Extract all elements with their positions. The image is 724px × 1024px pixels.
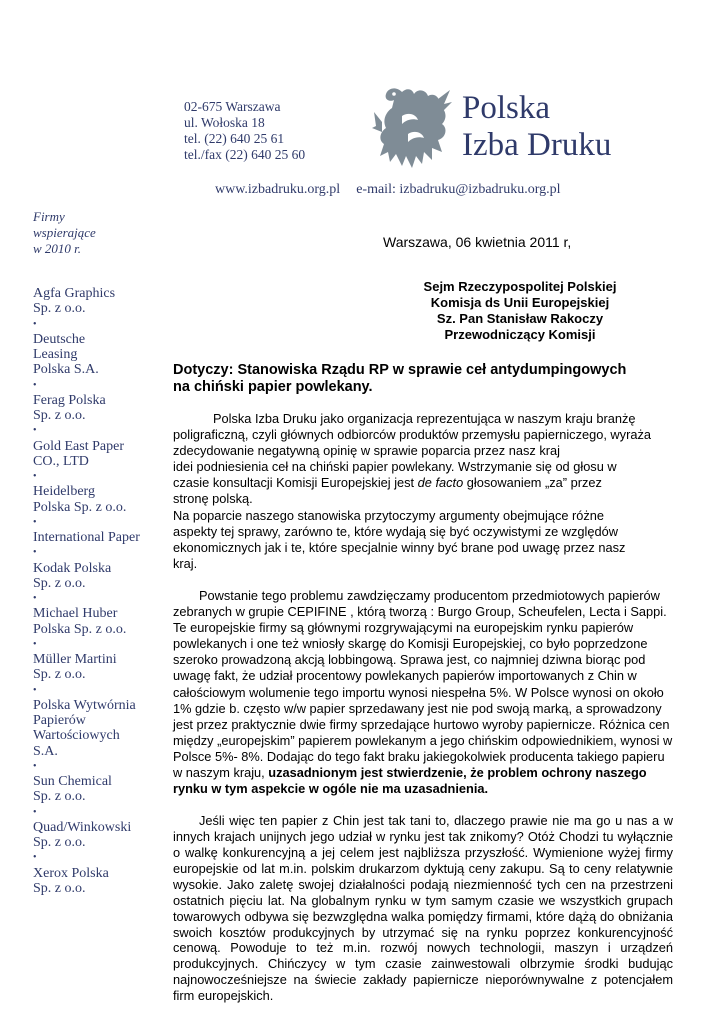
sponsor-deutsche-leasing — [33, 332, 151, 378]
subject-line: Dotyczy: Stanowiska Rządu RP w sprawie ceł antydumpingowych — [173, 362, 627, 378]
sponsor-kodak — [33, 561, 151, 592]
sponsor-line: International Paper — [33, 530, 140, 545]
address-phone: tel. (22) 640 25 61 — [184, 131, 285, 146]
sponsor-quad-winkowski — [33, 820, 151, 851]
sponsor-line: Sp. z o.o. — [33, 835, 86, 850]
sponsor-international-paper — [33, 530, 151, 545]
sponsor-bullet: • — [33, 852, 37, 864]
sponsor-line: Wartościowych — [33, 728, 120, 744]
text-run: idei podniesienia ceł na chiński papier powlekany. Wstrzymanie się od głosu w czasie konsultacji Komisji Europejskiej jest — [173, 459, 617, 491]
sponsor-bullet: • — [33, 425, 37, 437]
recipient-block — [400, 279, 640, 343]
recipient-line: Sejm Rzeczypospolitej Polskiej — [423, 279, 617, 294]
sponsor-ferag — [33, 393, 151, 424]
italic-run: de facto — [417, 475, 464, 491]
sponsor-bullet: • — [33, 593, 37, 604]
sponsor-bullet: • — [33, 318, 37, 330]
sponsor-line: Polska Sp. z o.o. — [33, 621, 127, 637]
contact-line — [215, 182, 561, 198]
sponsor-gold-east-paper — [33, 439, 151, 470]
sponsor-xerox — [33, 866, 151, 897]
paragraph-arguments-intro: Na poparcie naszego stanowiska przytoczymy argumenty obejmujące różne aspekty tej sprawy, zarówno te, które wydają się być oczywistymi ze względów ekonomicznych jak i te, które specjalnie winny być brane pod uwagę przez nasz kraj. — [173, 507, 626, 571]
sponsor-line: Papierów — [33, 713, 86, 728]
sponsor-line: Leasing — [33, 347, 78, 362]
sponsor-line: Sp. z o.o. — [33, 575, 86, 591]
sponsor-michael-huber — [33, 606, 151, 637]
paragraph-cepifine — [173, 588, 673, 797]
sponsor-bullet: • — [33, 516, 37, 528]
sponsor-line: Kodak Polska — [33, 560, 112, 576]
bold-run: uzasadnionym jest stwierdzenie, że problem ochrony naszego rynku w tym aspekcie w ogóle nie ma uzasadnienia. — [173, 764, 647, 797]
subject-line: na chiński papier powlekany. — [173, 378, 373, 395]
letterhead-address — [184, 99, 354, 163]
address-street: ul. Wołoska 18 — [184, 115, 265, 130]
sidebar-heading — [33, 209, 151, 257]
text-run: głosowaniem „za” przez stronę polską. — [173, 475, 602, 507]
sponsor-line: Sp. z o.o. — [33, 408, 86, 423]
sponsor-agfa — [33, 286, 151, 317]
sponsor-bullet: • — [33, 547, 37, 559]
sponsor-line: CO., LTD — [33, 453, 89, 469]
letter-subject — [173, 362, 673, 395]
sponsor-line: Ferag Polska — [33, 392, 106, 408]
sponsor-line: Quad/Winkowski — [33, 819, 132, 835]
sponsor-line: Sp. z o.o. — [33, 880, 86, 896]
sidebar-heading-line: w 2010 r. — [33, 241, 82, 256]
sponsor-bullet: • — [33, 806, 37, 818]
sponsor-line: Deutsche — [33, 331, 86, 347]
sponsor-line: Sun Chemical — [33, 774, 112, 789]
recipient-line: Sz. Pan Stanisław Rakoczy — [436, 311, 604, 326]
sponsor-line: Müller Martini — [33, 652, 117, 667]
recipient-line: Przewodniczący Komisji — [444, 327, 596, 342]
sponsor-line: Sp. z o.o. — [33, 301, 86, 317]
griffin-emblem-icon — [372, 82, 454, 174]
brand-line-1: Polska — [462, 90, 551, 126]
paragraph-position: Polska Izba Druku jako organizacja reprezentująca w naszym kraju branżę poligraficzną, czyli głównych odbiorców produktów przemysłu papierniczego, wyraża zdecydowanie negatywną opinię w sprawie poparcia przez nasz kraj — [173, 411, 651, 459]
sponsor-muller-martini — [33, 652, 151, 683]
sponsor-line: Sp. z o.o. — [33, 667, 86, 683]
sponsor-bullet: • — [33, 379, 37, 391]
paragraph-position-cont — [173, 459, 633, 507]
email-link[interactable]: e-mail: izbadruku@izbadruku.org.pl — [356, 182, 561, 197]
sponsor-line: Polska Sp. z o.o. — [33, 499, 127, 515]
brand-name — [462, 90, 611, 164]
sponsor-line: S.A. — [33, 743, 58, 759]
sponsor-line: Polska S.A. — [33, 362, 99, 378]
sponsor-pwpw — [33, 698, 151, 759]
sponsor-line: Sp. z o.o. — [33, 789, 86, 805]
sponsor-line: Agfa Graphics — [33, 286, 116, 301]
address-street-city: 02-675 Warszawa — [184, 99, 281, 114]
sponsor-bullet: • — [33, 471, 37, 482]
sidebar-heading-line: Firmy — [33, 209, 65, 224]
sponsor-bullet: • — [33, 684, 37, 696]
text-run: Powstanie tego problemu zawdzięczamy producentom przedmiotowych papierów zebranych w grupie CEPIFINE , którą tworzą : Burgo Group, Scheufelen, Lecta i Sappi. Te europejskie firmy są głównymi rozgrywającymi na europejskim rynku papierów powlekanych i one też wniosły skargę do Komisji Europejskiej, co było poprzedzone szeroko prowadzoną akcją lobbingową. Sprawa jest, co najmniej dziwna biorąc pod uwagę fakt, że udział procentowy powlekanych papierów importowanych z Chin w całościowym wolumenie tego importu wynosi niespełna 5%. W Polsce wynosi on około 1% gdzie b. często w/w papier sprzedawany jest nie pod swoją marką, a sprowadzony jest przez praktycznie dwie firmy sprzedające hurtowo wyroby papiernicze. Różnica cen między „europejskim” papierem powlekanym a jego chińskim odpowiednikiem, wynosi w Polsce 5%- 8%. Dodając do tego fakt braku jakiegokolwiek producenta takiego papieru w naszym kraju, — [173, 587, 673, 780]
sidebar-heading-line: wspierające — [33, 225, 96, 240]
sponsor-line: Polska Wytwórnia — [33, 697, 136, 713]
paragraph-competition: Jeśli więc ten papier z Chin jest tak tani to, dlaczego prawie nie ma go u nas a w innych krajach unijnych jego udział w rynku jest tak znikomy? Otóż Chodzi tu wyłącznie o walkę konkurencyjną a jej celem jest najbliższa przyszłość. Wymienione wyżej firmy europejskie od lat m.in. polskim drukarzom dyktują ceny zakupu. Są to ceny relatywnie wysokie. Jako zaletę swojej działalności podają niezmienność tych cen na przestrzeni ostatnich pięciu lat. Na globalnym rynku w tym samym czasie we wszystkich grupach towarowych odbywa się bezwzględna walka pomiędzy firmami, które dążą do obniżania swoich kosztów produkcyjnych by utrzymać się na rynku poprzez konkurencyjność cenową. Powoduje to też m.in. rozwój nowych technologii, maszyn i urządzeń produkcyjnych. Chińczycy w tym czasie zainwestowali olbrzymie środki budując najnowocześniejsze na świecie zakłady papiernicze nieporównywalne z potencjałem firm europejskich. — [173, 813, 673, 1004]
sponsor-line: Xerox Polska — [33, 865, 109, 881]
sponsor-heidelberg — [33, 484, 151, 515]
sponsors-sidebar — [33, 209, 151, 896]
address-fax: tel./fax (22) 640 25 60 — [184, 147, 306, 162]
letter-body — [173, 411, 673, 1004]
sponsor-sun-chemical — [33, 774, 151, 805]
sponsor-bullet: • — [33, 760, 37, 772]
sponsor-line: Heidelberg — [33, 484, 95, 500]
sponsor-line: Michael Huber — [33, 606, 118, 622]
brand-line-2: Izba Druku — [462, 127, 612, 163]
sponsor-line: Gold East Paper — [33, 438, 124, 454]
website-link[interactable]: www.izbadruku.org.pl — [215, 182, 341, 197]
sponsor-bullet: • — [33, 638, 37, 650]
recipient-line: Komisja ds Unii Europejskiej — [430, 295, 610, 310]
letter-date: Warszawa, 06 kwietnia 2011 r, — [383, 234, 572, 250]
